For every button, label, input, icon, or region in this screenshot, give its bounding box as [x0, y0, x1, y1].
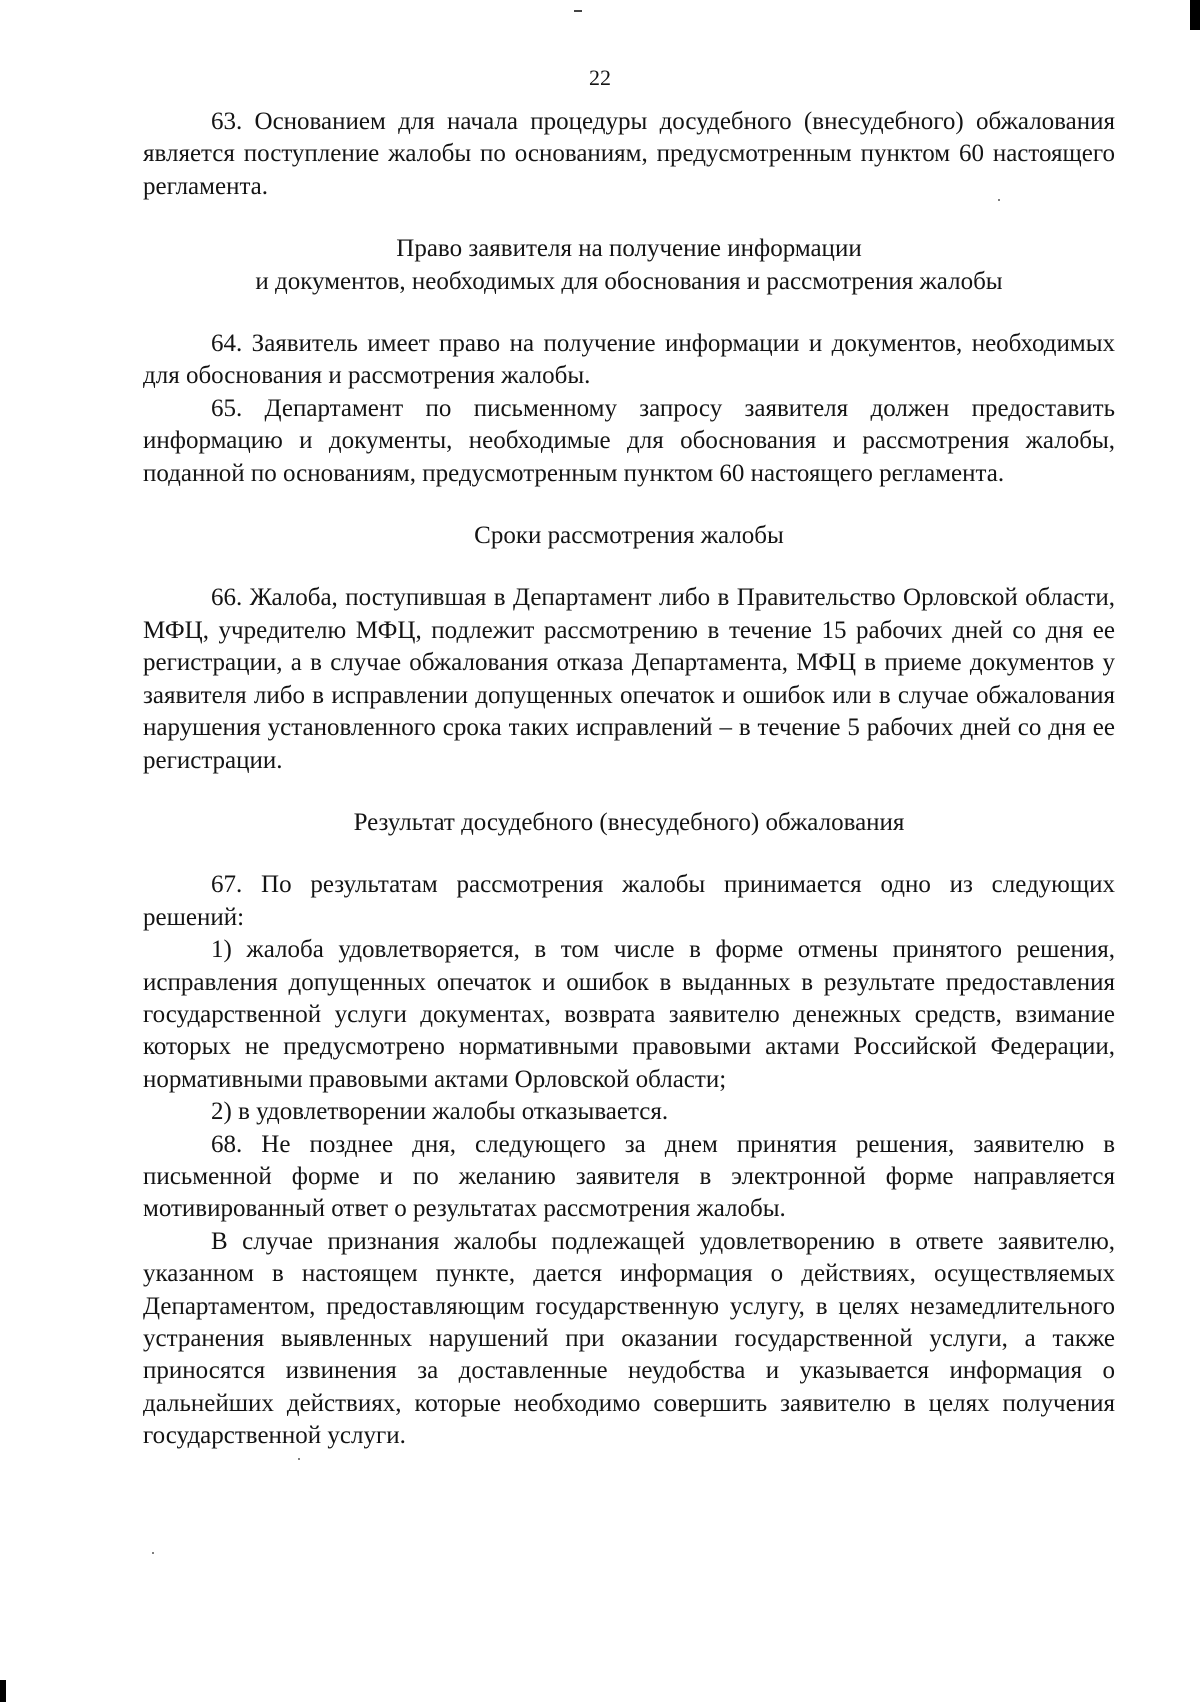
section-heading-result: Результат досудебного (внесудебного) обжалования [353, 808, 905, 836]
section-heading-rights-line2: и документов, необходимых для обоснования и рассмотрения жалобы [255, 267, 1003, 295]
paragraph-63: 63. Основанием для начала процедуры досудебного (внесудебного) обжалования является поступление жалобы по основаниям, предусмотренным пунктом 60 настоящего регламента. [143, 108, 1115, 200]
scan-mark-top [574, 10, 582, 12]
paragraph-67-item-1: 1) жалоба удовлетворяется, в том числе в форме отмены принятого решения, исправления допущенных опечаток и ошибок в выданных в результате предоставления государственной услуги документах, возврата заявителю денежных средств, взимание которых не предусмотрено нормативными правовыми актами Российской Федерации, нормативными правовыми актами Орловской области; [143, 936, 1115, 1093]
section-heading-rights-line1: Право заявителя на получение информации [396, 235, 862, 263]
paragraph-67-item-2: 2) в удовлетворении жалобы отказывается. [211, 1098, 669, 1126]
section-heading-rights [143, 233, 1115, 298]
scan-dot [152, 1552, 154, 1554]
section-heading-terms: Сроки рассмотрения жалобы [474, 522, 784, 550]
document-body [143, 106, 1115, 1453]
paragraph-68-continuation: В случае признания жалобы подлежащей удовлетворению в ответе заявителю, указанном в настоящем пункте, дается информация о действиях, осуществляемых Департаментом, предоставляющим государственную услугу, в целях незамедлительного устранения выявленных нарушений при оказании государственной услуги, а также приносятся извинения за доставленные неудобства и указывается информация о дальнейших действиях, которые необходимо совершить заявителю в целях получения государственной услуги. [143, 1227, 1115, 1450]
paragraph-66: 66. Жалоба, поступившая в Департамент либо в Правительство Орловской области, МФЦ, учредителю МФЦ, подлежит рассмотрению в течение 15 рабочих дней со дня ее регистрации, а в случае обжалования отказа Департамента, МФЦ в приеме документов у заявителя либо в исправлении допущенных опечаток и ошибок или в случае обжалования нарушения установленного срока таких исправлений – в течение 5 рабочих дней со дня ее регистрации. [143, 584, 1115, 774]
page-number: 22 [589, 65, 611, 90]
paragraph-67: 67. По результатам рассмотрения жалобы принимается одно из следующих решений: [143, 871, 1115, 931]
scan-mark-right [1190, 0, 1200, 30]
paragraph-65: 65. Департамент по письменному запросу заявителя должен предоставить информацию и документы, необходимые для обоснования и рассмотрения жалобы, поданной по основаниям, предусмотренным пунктом 60 настоящего регламента. [143, 394, 1115, 487]
paragraph-68: 68. Не позднее дня, следующего за днем принятия решения, заявителю в письменной форме и по желанию заявителя в электронной форме направляется мотивированный ответ о результатах рассмотрения жалобы. [143, 1130, 1115, 1223]
paragraph-64: 64. Заявитель имеет право на получение информации и документов, необходимых для обоснования и рассмотрения жалобы. [143, 330, 1115, 390]
scan-mark-bottom-left [0, 1680, 6, 1702]
scan-dot [298, 1458, 300, 1460]
